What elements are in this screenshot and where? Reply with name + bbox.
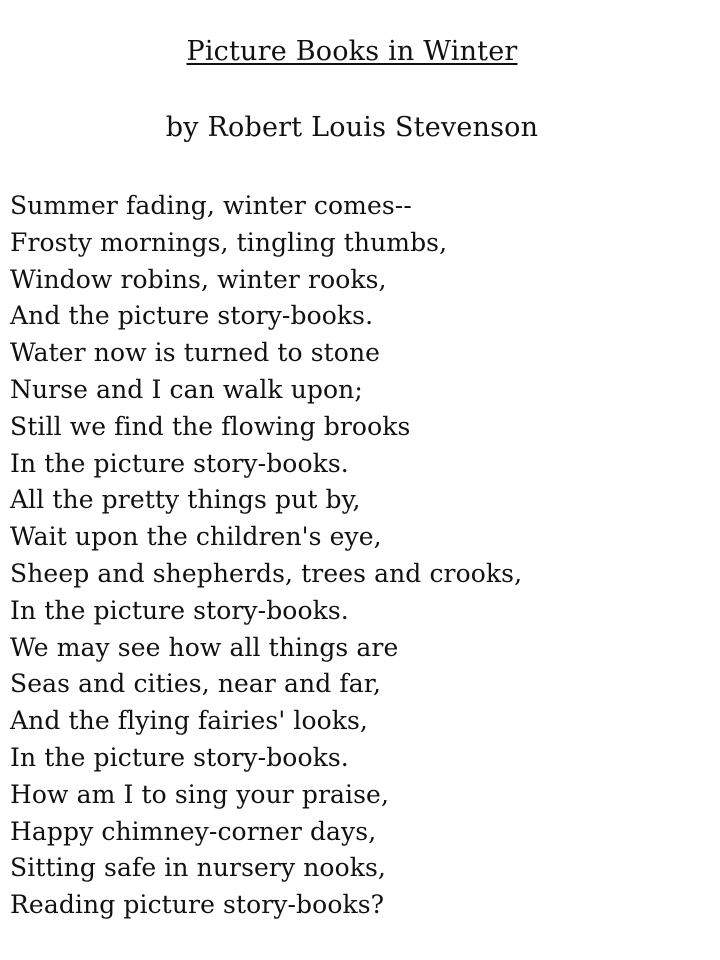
poem-line: In the picture story-books.: [10, 448, 349, 478]
poem-line: Wait upon the children's eye,: [10, 522, 382, 552]
poem-line: And the flying fairies' looks,: [10, 706, 368, 736]
poem-line: Sitting safe in nursery nooks,: [10, 853, 386, 883]
poem-author: by Robert Louis Stevenson: [165, 112, 539, 143]
poem-line: Summer fading, winter comes--: [10, 191, 412, 220]
poem-body: [10, 188, 522, 924]
poem-title: Picture Books in Winter: [186, 36, 518, 67]
poem-line: We may see how all things are: [10, 632, 399, 662]
poem-line: Frosty mornings, tingling thumbs,: [10, 227, 448, 257]
poem-line: Happy chimney-corner days,: [10, 816, 377, 846]
poem-line: Water now is turned to stone: [10, 338, 381, 368]
poem-line: Still we find the flowing brooks: [10, 411, 411, 441]
poem-line: In the picture story-books.: [10, 595, 349, 625]
poem-line: In the picture story-books.: [10, 742, 349, 772]
poem-line: And the picture story-books.: [10, 301, 374, 331]
poem-line: Seas and cities, near and far,: [10, 669, 382, 699]
poem-line: Reading picture story-books?: [10, 890, 385, 920]
poem-line: How am I to sing your praise,: [10, 779, 389, 809]
poem-line: Sheep and shepherds, trees and crooks,: [10, 558, 523, 588]
poem-line: Nurse and I can walk upon;: [10, 374, 363, 404]
poem-line: Window robins, winter rooks,: [10, 264, 387, 294]
poem-line: All the pretty things put by,: [10, 485, 361, 515]
